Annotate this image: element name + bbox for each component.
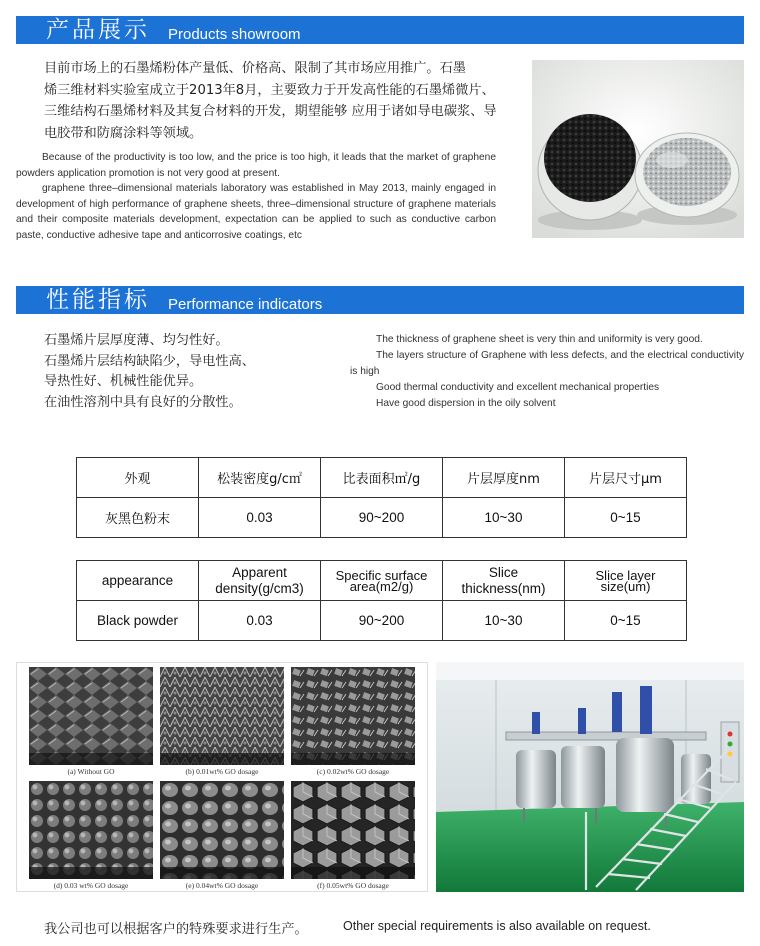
- performance-zh-line: 在油性溶剂中具有良好的分散性。: [44, 394, 242, 410]
- sem-image-c: [291, 667, 415, 765]
- sem-image-f: [291, 781, 415, 879]
- performance-zh-line: 石墨烯片层厚度薄、均匀性好。: [44, 333, 229, 348]
- table-header-cell: Slice layer size(um): [565, 561, 687, 601]
- sem-image-e: [160, 781, 284, 879]
- showroom-zh-line: 目前市场上的石墨烯粉体产量低、价格高、限制了其市场应用推广。石墨: [44, 61, 466, 76]
- table-header-cell: 片层厚度nm: [443, 458, 565, 498]
- table-header-cell: appearance: [77, 561, 199, 601]
- performance-zh-text: [44, 331, 344, 413]
- table-header-cell: Slice thickness(nm): [443, 561, 565, 601]
- sem-caption: (a) Without GO: [67, 767, 115, 776]
- performance-en-paragraph: Good thermal conductivity and excellent mechanical properties: [376, 382, 660, 393]
- performance-title-en: Performance indicators: [168, 296, 323, 313]
- table-cell: 灰黑色粉末: [77, 498, 199, 538]
- showroom-title-zh: 产品展示: [46, 17, 150, 43]
- sem-caption: (f) 0.05wt% GO dosage: [317, 881, 389, 890]
- spec-table-zh-header-row: [77, 458, 687, 498]
- performance-zh-line: 石墨烯片层结构缺陷少，导电性高、: [44, 353, 255, 369]
- table-header-cell: 比表面积㎡/g: [321, 458, 443, 498]
- sem-caption: (d) 0.03 wt% GO dosage: [53, 881, 129, 890]
- table-cell: 0~15: [565, 498, 687, 538]
- sem-image-a: [29, 667, 153, 765]
- spec-table-en: [76, 560, 687, 641]
- performance-en-paragraph: Have good dispersion in the oily solvent: [376, 398, 556, 409]
- showroom-zh-line: 烯三维材料实验室成立于2013年8月，主要致力于开发高性能的石墨烯微片、: [44, 82, 495, 98]
- sem-image-d: [29, 781, 153, 879]
- performance-en-paragraph: The thickness of graphene sheet is very thin and uniformity is very good.: [376, 334, 703, 345]
- table-cell: 10~30: [443, 498, 565, 538]
- factory-photo: [436, 662, 744, 892]
- performance-zh-line: 导热性好、机械性能优异。: [44, 374, 203, 389]
- showroom-en-paragraph: Because of the productivity is too low, and the price is too high, it leads that the market of graphene powders application promotion is not very good at present.: [16, 152, 496, 179]
- spec-table-zh-row: [77, 498, 687, 538]
- showroom-zh-line: 三维结构石墨烯材料及其复合材料的开发，期望能够 应用于诸如导电碳浆、导: [44, 104, 497, 119]
- powder-dishes-image: [532, 60, 744, 238]
- showroom-zh-text: [44, 58, 504, 144]
- showroom-zh-line: 电胶带和防腐涂料等领域。: [44, 125, 203, 141]
- footer-note-zh: 我公司也可以根据客户的特殊要求进行生产。: [44, 922, 308, 937]
- sem-caption: (b) 0.01wt% GO dosage: [185, 767, 259, 776]
- table-cell: 90~200: [321, 601, 443, 641]
- table-header-cell: Apparent density(g/cm3): [199, 561, 321, 601]
- performance-en-paragraph: The layers structure of Graphene with less defects, and the electrical conductivity is high: [350, 350, 744, 377]
- performance-title-zh: 性能指标: [46, 287, 150, 313]
- product-photo: [532, 60, 744, 238]
- table-header-cell: Specific surface area(m2/g): [321, 561, 443, 601]
- spec-table-zh: [76, 457, 687, 538]
- table-header-cell: 片层尺寸μm: [565, 458, 687, 498]
- showroom-banner: [16, 16, 744, 44]
- table-cell: 0~15: [565, 601, 687, 641]
- sem-image-b: [160, 667, 284, 765]
- table-cell: Black powder: [77, 601, 199, 641]
- table-cell: 0.03: [199, 498, 321, 538]
- performance-en-text: [350, 332, 744, 412]
- table-cell: 0.03: [199, 601, 321, 641]
- table-cell: 10~30: [443, 601, 565, 641]
- table-header-cell: 外观: [77, 458, 199, 498]
- spec-table-en-row: [77, 601, 687, 641]
- showroom-en-text: [16, 150, 496, 243]
- spec-table-en-header-row: [77, 561, 687, 601]
- footer-note-en: Other special requirements is also available on request.: [343, 919, 651, 933]
- sem-caption: (c) 0.02wt% GO dosage: [316, 767, 390, 776]
- showroom-en-paragraph: graphene three–dimensional materials laboratory was established in May 2013, mainly engaged in development of high performance of graphene sheets, three–dimensional structure of graphene materials and their composite materials development, expectation can be applied to such as conductive carbon paste, conductive adhesive tape and anticorrosive coatings, etc: [16, 183, 496, 241]
- sem-caption: (e) 0.04wt% GO dosage: [185, 881, 259, 890]
- table-cell: 90~200: [321, 498, 443, 538]
- production-line-image: [436, 662, 744, 892]
- table-header-cell: 松装密度g/c㎡: [199, 458, 321, 498]
- sem-micrograph-grid: [16, 662, 428, 892]
- performance-banner: [16, 286, 744, 314]
- showroom-title-en: Products showroom: [168, 26, 301, 43]
